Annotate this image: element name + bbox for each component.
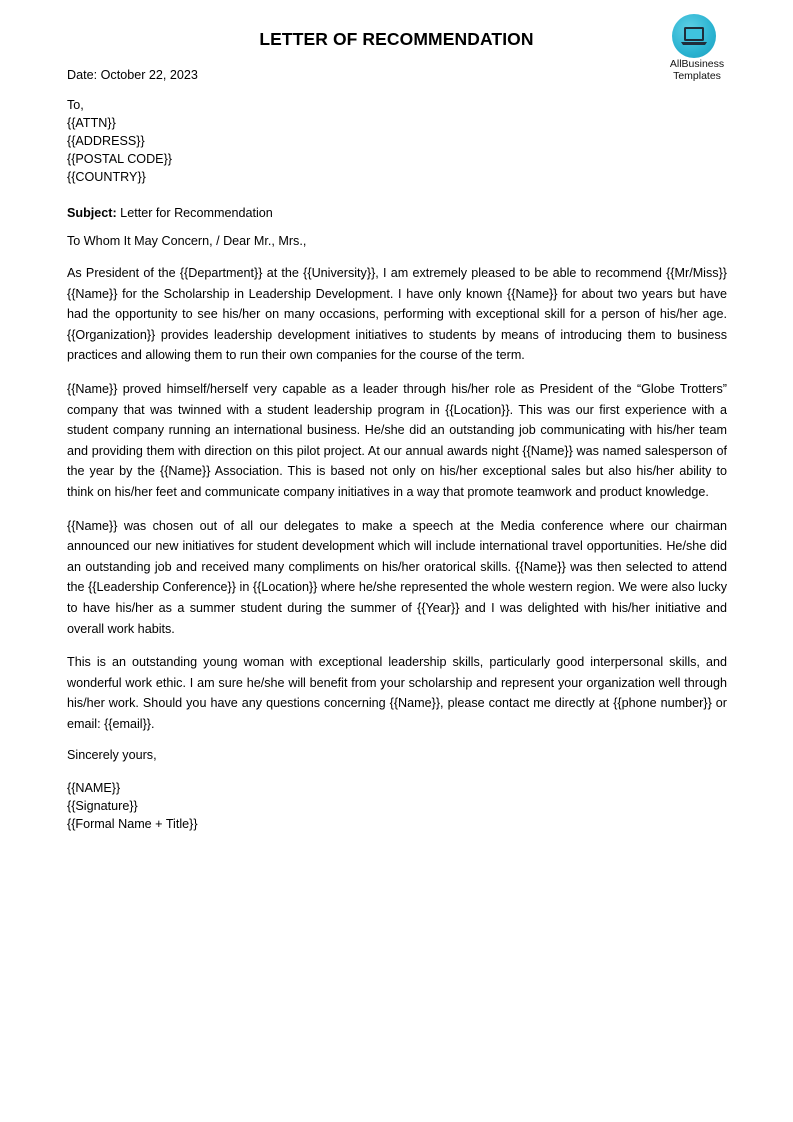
- laptop-icon: [672, 14, 716, 58]
- subject-text: Letter for Recommendation: [116, 206, 273, 220]
- recipient-to: To,: [67, 98, 84, 112]
- address-line: {{POSTAL CODE}}: [67, 152, 172, 166]
- closing: Sincerely yours,: [67, 748, 157, 763]
- page-title: LETTER OF RECOMMENDATION: [259, 29, 534, 49]
- body-paragraph: This is an outstanding young woman with exceptional leadership skills, particularly good interpersonal skills, and wonderful work ethic. I am sure he/she will benefit from your scholarship and represent your organization well through his/her work. Should you have any questions concerning {{Name}}, please contact me directly at {{phone number}} or email: {{email}}.: [67, 655, 727, 731]
- body-paragraph: {{Name}} was chosen out of all our delegates to make a speech at the Media conference where our chairman announced our new initiatives for student development which will include international travel opportunities. He/she did an outstanding job and received many compliments on his/her oratorical skills. {{Name}} was then selected to attend the {{Leadership Conference}} in {{Location}} where he/she represented the whole western region. We were also lucky to have his/her as a summer student during the summer of {{Year}} and I was delighted with his/her initiative and overall work habits.: [67, 518, 727, 636]
- recipient-block: [67, 96, 727, 186]
- body-paragraph: As President of the {{Department}} at the {{University}}, I am extremely pleased to be able to recommend {{Mr/Miss}} {{Name}} for the Scholarship in Leadership Development. I have only known {{Name}} for about two years but have had the opportunity to see his/her on many occasions, performing with exceptional skill for a person of his/her age. {{Organization}} provides leadership development initiatives to students by means of introducing them to business practices and allowing them to run their own companies for the course of the term.: [67, 266, 727, 363]
- body-paragraph: {{Name}} proved himself/herself very capable as a leader through his/her role as President of the “Globe Trotters” company that was twinned with a student leadership program in {{Location}}. This was our first experience with a student company running an international business. He/she did an outstanding job communicating with his/her team and providing them with direction on this pilot project. At our annual awards night {{Name}} was named salesperson of the year by the {{Name}} Association. This is based not only on his/her exceptional sales but also his/her ability to think on his/her feet and communicate company initiatives in a way that promote teamwork and product knowledge.: [67, 381, 727, 499]
- address-line: {{COUNTRY}}: [67, 170, 146, 184]
- subject-line: [67, 204, 727, 222]
- address-line: {{ATTN}}: [67, 116, 116, 130]
- signature-block: [67, 779, 727, 833]
- letter-date: Date: October 22, 2023: [67, 68, 198, 82]
- signature-line: {{Signature}}: [67, 799, 138, 814]
- letter-body: [67, 66, 727, 833]
- address-line: {{ADDRESS}}: [67, 134, 145, 148]
- salutation: To Whom It May Concern, / Dear Mr., Mrs.,: [67, 234, 307, 248]
- logo-line-1: AllBusiness: [669, 58, 725, 70]
- signature-line: {{NAME}}: [67, 781, 121, 796]
- subject-label: Subject:: [67, 206, 117, 220]
- logo-line-2: Templates: [673, 70, 721, 82]
- signature-line: {{Formal Name + Title}}: [67, 817, 198, 832]
